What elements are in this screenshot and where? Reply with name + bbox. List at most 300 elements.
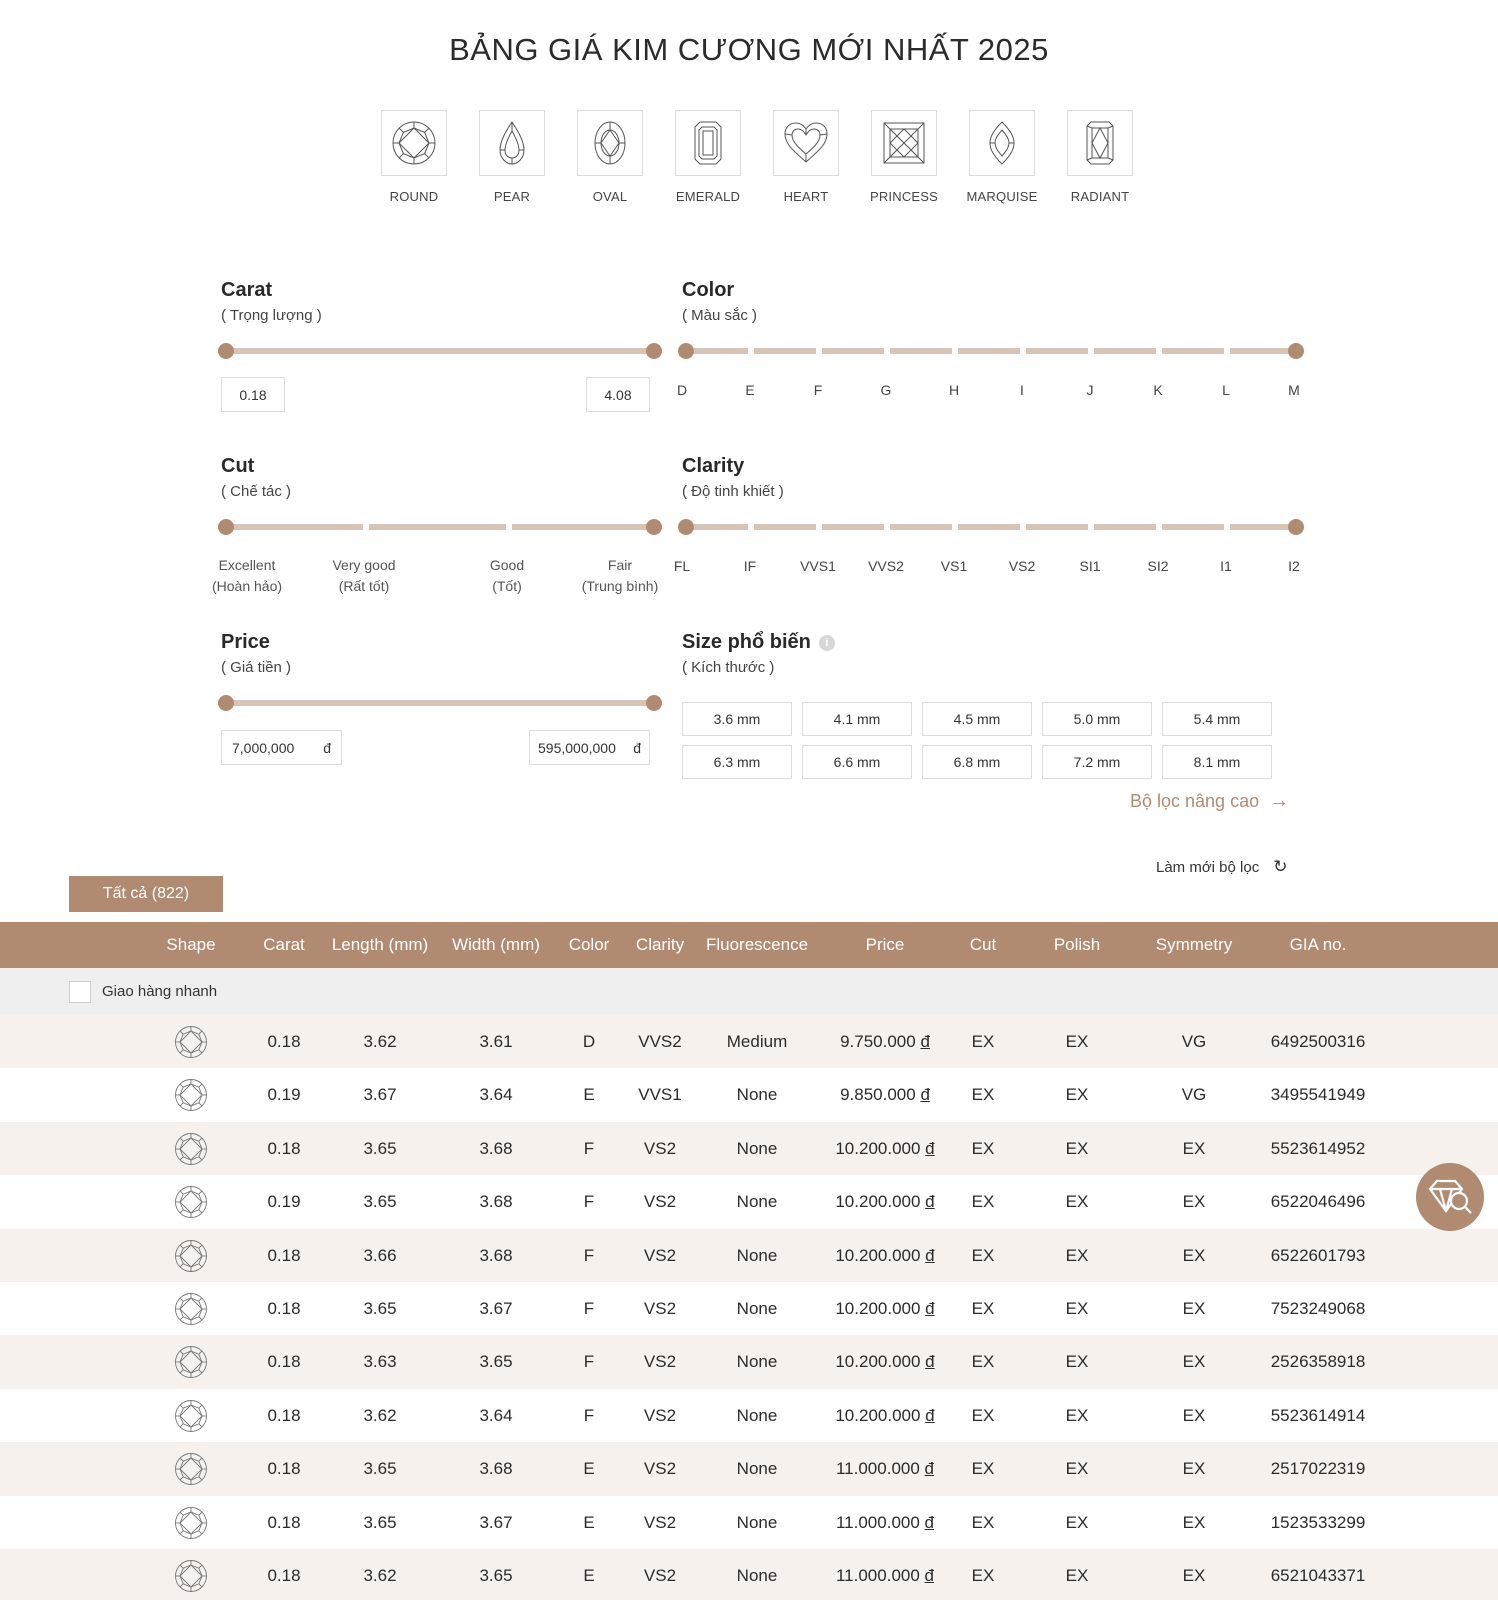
polish-cell: EX <box>1065 1298 1089 1318</box>
color-cell: D <box>582 1032 596 1051</box>
price-value: 10.200.000 <box>835 1405 921 1425</box>
round-diamond-icon <box>174 1399 208 1433</box>
size-subtitle: ( Kích thước ) <box>682 659 775 676</box>
table-row[interactable] <box>0 1549 1498 1600</box>
carat-max-input[interactable]: 4.08 <box>586 377 650 412</box>
color-cell: F <box>583 1192 595 1212</box>
cut-cell: EX <box>971 1352 995 1372</box>
color-cell: F <box>583 1298 595 1318</box>
cut-cell: EX <box>971 1085 995 1105</box>
polish-cell: EX <box>1065 1512 1089 1532</box>
clarity-tick: VVS2 <box>868 558 904 574</box>
carat-cell: 0.18 <box>267 1459 301 1479</box>
price-title: Price <box>221 631 270 653</box>
currency-symbol: đ <box>925 1405 935 1425</box>
carat-cell: 0.18 <box>267 1138 301 1158</box>
gia-cell: 3495541949 <box>1270 1085 1366 1105</box>
price-cell <box>835 1282 934 1335</box>
round-diamond-icon <box>174 1559 208 1593</box>
round-diamond-icon <box>174 1292 208 1326</box>
fast-delivery-label: Giao hàng nhanh <box>102 983 218 1000</box>
page-title: BẢNG GIÁ KIM CƯƠNG MỚI NHẤT 2025 <box>449 32 1049 67</box>
slider-segment[interactable] <box>686 524 748 530</box>
color-tick: E <box>745 382 755 398</box>
clarity-tick: SI2 <box>1147 558 1169 574</box>
price-value: 10.200.000 <box>835 1352 921 1372</box>
slider-segment[interactable] <box>822 348 884 354</box>
clarity-title: Clarity <box>682 455 745 477</box>
width-cell: 3.65 <box>479 1565 513 1585</box>
sym-cell: EX <box>1182 1298 1206 1318</box>
column-header: Polish <box>1053 935 1101 954</box>
slider-segment[interactable] <box>958 348 1020 354</box>
carat-cell: 0.19 <box>267 1085 301 1105</box>
column-header: Fluorescence <box>705 935 809 954</box>
size-title: Size phổ biến i <box>682 631 835 654</box>
price-min-handle[interactable] <box>218 695 234 711</box>
price-cell <box>835 1229 934 1282</box>
price-slider-track[interactable] <box>226 700 654 706</box>
width-cell: 3.64 <box>479 1405 513 1425</box>
color-tick: M <box>1288 382 1300 398</box>
table-row[interactable] <box>0 1122 1498 1175</box>
table-row[interactable] <box>0 1496 1498 1549</box>
cut-cell: EX <box>971 1512 995 1532</box>
princess-diamond-icon <box>880 119 928 167</box>
length-cell: 3.65 <box>363 1298 397 1318</box>
clarity-cell: VS2 <box>643 1298 677 1318</box>
size-option[interactable]: 4.1 mm <box>802 702 912 736</box>
slider-segment[interactable] <box>1230 524 1296 530</box>
clarity-subtitle: ( Độ tinh khiết ) <box>682 483 784 500</box>
gia-cell: 7523249068 <box>1270 1298 1366 1318</box>
color-title: Color <box>682 279 735 301</box>
shape-label: PRINCESS <box>869 189 939 204</box>
color-tick: G <box>880 382 892 398</box>
price-value: 10.200.000 <box>835 1245 921 1265</box>
polish-cell: EX <box>1065 1138 1089 1158</box>
width-cell: 3.68 <box>479 1192 513 1212</box>
slider-segment[interactable] <box>1094 524 1156 530</box>
cut-filter <box>221 455 291 500</box>
diamond-search-icon <box>1426 1177 1474 1217</box>
length-cell: 3.65 <box>363 1459 397 1479</box>
clarity-cell: VS2 <box>643 1405 677 1425</box>
clarity-tick: I1 <box>1220 558 1232 574</box>
shape-oval[interactable] <box>560 110 660 204</box>
fluor-cell: None <box>736 1192 778 1212</box>
price-cell <box>835 1122 934 1175</box>
carat-cell: 0.18 <box>267 1512 301 1532</box>
color-tick: L <box>1222 382 1230 398</box>
cut-cell: EX <box>971 1138 995 1158</box>
sym-cell: EX <box>1182 1352 1206 1372</box>
slider-segment[interactable] <box>686 348 748 354</box>
refresh-icon: ↻ <box>1273 857 1288 876</box>
color-cell: E <box>583 1085 595 1105</box>
carat-cell: 0.18 <box>267 1032 301 1051</box>
oval-diamond-icon <box>586 119 634 167</box>
table-body <box>0 1015 1498 1600</box>
slider-segment[interactable] <box>822 524 884 530</box>
size-option[interactable]: 3.6 mm <box>682 702 792 736</box>
price-value: 10.200.000 <box>835 1192 921 1212</box>
column-header: Symmetry <box>1155 935 1233 954</box>
size-option[interactable]: 8.1 mm <box>1162 745 1272 779</box>
color-cell: F <box>583 1245 595 1265</box>
length-cell: 3.62 <box>363 1032 397 1051</box>
price-max-input[interactable]: 595,000,000 đ <box>529 730 650 765</box>
polish-cell: EX <box>1065 1352 1089 1372</box>
price-value: 11.000.000 <box>835 1565 920 1585</box>
polish-cell: EX <box>1065 1085 1089 1105</box>
price-min-input[interactable]: 7,000,000 đ <box>221 730 342 765</box>
color-cell: F <box>583 1352 595 1372</box>
column-header: Shape <box>166 935 216 954</box>
fluor-cell: None <box>736 1352 778 1372</box>
width-cell: 3.64 <box>479 1085 513 1105</box>
column-header: Width (mm) <box>452 935 540 954</box>
column-header: Color <box>568 935 610 954</box>
sym-cell: EX <box>1182 1245 1206 1265</box>
width-cell: 3.68 <box>479 1245 513 1265</box>
shape-cell <box>174 1399 208 1433</box>
round-diamond-icon <box>174 1185 208 1219</box>
shape-princess[interactable] <box>854 110 954 204</box>
slider-segment[interactable] <box>1094 348 1156 354</box>
price-filter <box>221 631 291 676</box>
shape-label: OVAL <box>592 189 628 204</box>
slider-segment[interactable] <box>1162 348 1224 354</box>
shape-cell <box>174 1345 208 1379</box>
cut-cell: EX <box>971 1192 995 1212</box>
cut-max-handle[interactable] <box>646 519 662 535</box>
carat-subtitle: ( Trọng lượng ) <box>221 307 322 324</box>
carat-cell: 0.18 <box>267 1245 301 1265</box>
color-tick: I <box>1020 382 1024 398</box>
table-row[interactable] <box>0 1389 1498 1442</box>
currency-symbol: đ <box>925 1192 935 1212</box>
clarity-tick: VVS1 <box>800 558 836 574</box>
polish-cell: EX <box>1065 1565 1089 1585</box>
cut-segment[interactable] <box>512 524 654 530</box>
currency-symbol: đ <box>924 1459 935 1479</box>
fluor-cell: None <box>736 1512 778 1532</box>
clarity-max-handle[interactable] <box>1288 519 1304 535</box>
width-cell: 3.61 <box>479 1032 513 1051</box>
round-diamond-icon <box>390 119 438 167</box>
carat-filter <box>221 279 322 324</box>
cut-cell: EX <box>971 1405 995 1425</box>
slider-segment[interactable] <box>754 524 816 530</box>
slider-segment[interactable] <box>890 524 952 530</box>
price-value: 10.200.000 <box>835 1298 921 1318</box>
polish-cell: EX <box>1065 1032 1089 1051</box>
cut-cell: EX <box>971 1298 995 1318</box>
price-value: 11.000.000 <box>835 1459 920 1479</box>
gia-cell: 5523614914 <box>1270 1405 1366 1425</box>
fluor-cell: Medium <box>726 1032 788 1051</box>
clarity-tick: FL <box>673 558 691 574</box>
length-cell: 3.65 <box>363 1138 397 1158</box>
size-option[interactable]: 6.3 mm <box>682 745 792 779</box>
gia-cell: 5523614952 <box>1270 1138 1366 1158</box>
color-cell: F <box>583 1405 595 1425</box>
color-filter <box>682 279 757 324</box>
color-cell: E <box>583 1459 595 1479</box>
price-cell <box>835 1389 934 1442</box>
table-row[interactable] <box>0 1015 1498 1068</box>
length-cell: 3.65 <box>363 1512 397 1532</box>
gia-cell: 6522601793 <box>1270 1245 1366 1265</box>
fast-delivery-checkbox[interactable] <box>69 981 91 1003</box>
shape-selector <box>364 110 1152 210</box>
shape-label: RADIANT <box>1070 189 1130 204</box>
gia-cell: 2517022319 <box>1270 1459 1366 1479</box>
size-option[interactable]: 4.5 mm <box>922 702 1032 736</box>
carat-cell: 0.18 <box>267 1405 301 1425</box>
price-value: 10.200.000 <box>835 1138 921 1158</box>
currency-symbol: đ <box>924 1512 935 1532</box>
length-cell: 3.62 <box>363 1405 397 1425</box>
clarity-cell: VS2 <box>643 1352 677 1372</box>
pear-diamond-icon <box>488 119 536 167</box>
price-cell <box>835 1175 934 1228</box>
shape-cell <box>174 1292 208 1326</box>
shape-marquise[interactable] <box>952 110 1052 204</box>
clarity-cell: VVS2 <box>638 1032 682 1051</box>
table-row[interactable] <box>0 1335 1498 1388</box>
table-row[interactable] <box>0 1175 1498 1228</box>
slider-segment[interactable] <box>958 524 1020 530</box>
width-cell: 3.68 <box>479 1138 513 1158</box>
color-cell: E <box>583 1565 595 1585</box>
fluor-cell: None <box>736 1085 778 1105</box>
shape-radiant[interactable] <box>1050 110 1150 204</box>
polish-cell: EX <box>1065 1192 1089 1212</box>
price-value: 9.750.000 <box>840 1032 916 1051</box>
shape-cell <box>174 1506 208 1540</box>
column-header: Price <box>865 935 905 954</box>
gia-cell: 6522046496 <box>1270 1192 1366 1212</box>
currency-symbol: đ <box>920 1032 930 1051</box>
currency-symbol: đ <box>925 1245 935 1265</box>
cut-segment[interactable] <box>369 524 506 530</box>
shape-cell <box>174 1185 208 1219</box>
length-cell: 3.65 <box>363 1192 397 1212</box>
price-cell <box>836 1549 934 1600</box>
shape-cell <box>174 1452 208 1486</box>
color-tick: K <box>1153 382 1163 398</box>
size-option[interactable]: 7.2 mm <box>1042 745 1152 779</box>
polish-cell: EX <box>1065 1459 1089 1479</box>
sym-cell: EX <box>1182 1512 1206 1532</box>
round-diamond-icon <box>174 1345 208 1379</box>
price-cell <box>836 1496 934 1549</box>
cut-cell: EX <box>971 1459 995 1479</box>
carat-min-handle[interactable] <box>218 343 234 359</box>
fluor-cell: None <box>736 1245 778 1265</box>
slider-segment[interactable] <box>890 348 952 354</box>
carat-slider-track[interactable] <box>226 348 654 354</box>
color-tick: H <box>948 382 960 398</box>
heart-diamond-icon <box>782 119 830 167</box>
slider-segment[interactable] <box>1026 348 1088 354</box>
shape-emerald[interactable] <box>658 110 758 204</box>
carat-max-handle[interactable] <box>646 343 662 359</box>
cut-segment[interactable] <box>226 524 363 530</box>
clarity-tick: VS1 <box>940 558 968 574</box>
color-cell: F <box>583 1138 595 1158</box>
table-row[interactable] <box>0 1229 1498 1282</box>
round-diamond-icon <box>174 1239 208 1273</box>
shape-label: MARQUISE <box>966 189 1038 204</box>
size-option[interactable]: 5.4 mm <box>1162 702 1272 736</box>
color-min-handle[interactable] <box>678 343 694 359</box>
fluor-cell: None <box>736 1459 778 1479</box>
shape-cell <box>174 1025 208 1059</box>
length-cell: 3.63 <box>363 1352 397 1372</box>
table-row[interactable] <box>0 1282 1498 1335</box>
currency-symbol: đ <box>925 1138 935 1158</box>
column-header: Clarity <box>635 935 685 954</box>
clarity-tick: VS2 <box>1008 558 1036 574</box>
marquise-diamond-icon <box>978 119 1026 167</box>
width-cell: 3.67 <box>479 1298 513 1318</box>
table-row[interactable] <box>0 1068 1498 1121</box>
clarity-filter <box>682 455 784 500</box>
size-filter <box>682 631 835 676</box>
column-header: Carat <box>263 935 305 954</box>
sym-cell: EX <box>1182 1138 1206 1158</box>
gia-cell: 1523533299 <box>1270 1512 1366 1532</box>
color-tick: F <box>813 382 823 398</box>
price-cell <box>836 1442 934 1495</box>
column-header: Cut <box>969 935 997 954</box>
clarity-cell: VS2 <box>643 1512 677 1532</box>
size-option[interactable]: 5.0 mm <box>1042 702 1152 736</box>
carat-min-input[interactable]: 0.18 <box>221 377 285 412</box>
clarity-cell: VS2 <box>643 1192 677 1212</box>
info-icon[interactable]: i <box>819 635 835 651</box>
emerald-diamond-icon <box>684 119 732 167</box>
slider-segment[interactable] <box>1026 524 1088 530</box>
shape-heart[interactable] <box>756 110 856 204</box>
color-tick: D <box>676 382 688 398</box>
carat-title: Carat <box>221 279 273 301</box>
clarity-tick: I2 <box>1288 558 1300 574</box>
cut-tick-very-good: Very good (Rất tốt) <box>332 557 396 594</box>
advanced-filter-link[interactable]: Bộ lọc nâng cao → <box>1130 790 1290 812</box>
price-max-handle[interactable] <box>646 695 662 711</box>
sym-cell: EX <box>1182 1565 1206 1585</box>
cut-min-handle[interactable] <box>218 519 234 535</box>
currency-symbol: đ <box>920 1085 930 1105</box>
cut-tick-good: Good (Tốt) <box>489 557 525 594</box>
gia-cell: 6492500316 <box>1270 1032 1366 1051</box>
color-subtitle: ( Màu sắc ) <box>682 307 758 324</box>
round-diamond-icon <box>174 1025 208 1059</box>
color-tick: J <box>1086 382 1094 398</box>
length-cell: 3.67 <box>363 1085 397 1105</box>
shape-cell <box>174 1559 208 1593</box>
table-row[interactable] <box>0 1442 1498 1495</box>
currency-symbol: đ <box>925 1298 935 1318</box>
shape-round[interactable] <box>364 110 464 204</box>
sym-cell: EX <box>1182 1459 1206 1479</box>
price-value: 9.850.000 <box>840 1085 916 1105</box>
clarity-cell: VS2 <box>643 1565 677 1585</box>
fluor-cell: None <box>736 1565 778 1585</box>
shape-label: ROUND <box>389 189 439 204</box>
polish-cell: EX <box>1065 1245 1089 1265</box>
round-diamond-icon <box>174 1078 208 1112</box>
width-cell: 3.67 <box>479 1512 513 1532</box>
width-cell: 3.68 <box>479 1459 513 1479</box>
polish-cell: EX <box>1065 1405 1089 1425</box>
shape-label: HEART <box>783 189 829 204</box>
sym-cell: VG <box>1181 1032 1207 1051</box>
sym-cell: EX <box>1182 1192 1206 1212</box>
diamond-search-button[interactable] <box>1416 1163 1484 1231</box>
slider-segment[interactable] <box>1230 348 1296 354</box>
fluor-cell: None <box>736 1138 778 1158</box>
shape-label: EMERALD <box>675 189 741 204</box>
currency-symbol: đ <box>925 1352 935 1372</box>
price-cell <box>840 1015 930 1068</box>
carat-cell: 0.18 <box>267 1565 301 1585</box>
size-option[interactable]: 6.6 mm <box>802 745 912 779</box>
shape-pear[interactable] <box>462 110 562 204</box>
clarity-tick: IF <box>743 558 757 574</box>
shape-cell <box>174 1132 208 1166</box>
slider-segment[interactable] <box>754 348 816 354</box>
clarity-min-handle[interactable] <box>678 519 694 535</box>
size-option[interactable]: 6.8 mm <box>922 745 1032 779</box>
price-subtitle: ( Giá tiền ) <box>221 659 292 676</box>
sym-cell: VG <box>1181 1085 1207 1105</box>
round-diamond-icon <box>174 1506 208 1540</box>
cut-tick-excellent: Excellent (Hoàn hảo) <box>211 557 283 594</box>
round-diamond-icon <box>174 1132 208 1166</box>
clarity-cell: VS2 <box>643 1459 677 1479</box>
length-cell: 3.62 <box>363 1565 397 1585</box>
clarity-cell: VS2 <box>643 1245 677 1265</box>
gia-cell: 6521043371 <box>1270 1565 1366 1585</box>
tab-all[interactable]: Tất cả (822) <box>69 876 223 912</box>
carat-cell: 0.19 <box>267 1192 301 1212</box>
table-header <box>0 922 1498 968</box>
reset-filter-link[interactable]: Làm mới bộ lọc ↻ <box>1156 857 1288 876</box>
clarity-cell: VVS1 <box>638 1085 682 1105</box>
slider-segment[interactable] <box>1162 524 1224 530</box>
clarity-tick: SI1 <box>1079 558 1101 574</box>
shape-label: PEAR <box>493 189 531 204</box>
sym-cell: EX <box>1182 1405 1206 1425</box>
clarity-cell: VS2 <box>643 1138 677 1158</box>
cut-cell: EX <box>971 1565 995 1585</box>
arrow-right-icon: → <box>1269 790 1290 812</box>
column-header: GIA no. <box>1289 935 1347 954</box>
fast-delivery-row <box>0 968 1498 1015</box>
carat-cell: 0.18 <box>267 1352 301 1372</box>
price-cell <box>835 1335 934 1388</box>
cut-subtitle: ( Chế tác ) <box>221 483 292 500</box>
fluor-cell: None <box>736 1405 778 1425</box>
price-cell <box>840 1068 930 1121</box>
color-max-handle[interactable] <box>1288 343 1304 359</box>
length-cell: 3.66 <box>363 1245 397 1265</box>
